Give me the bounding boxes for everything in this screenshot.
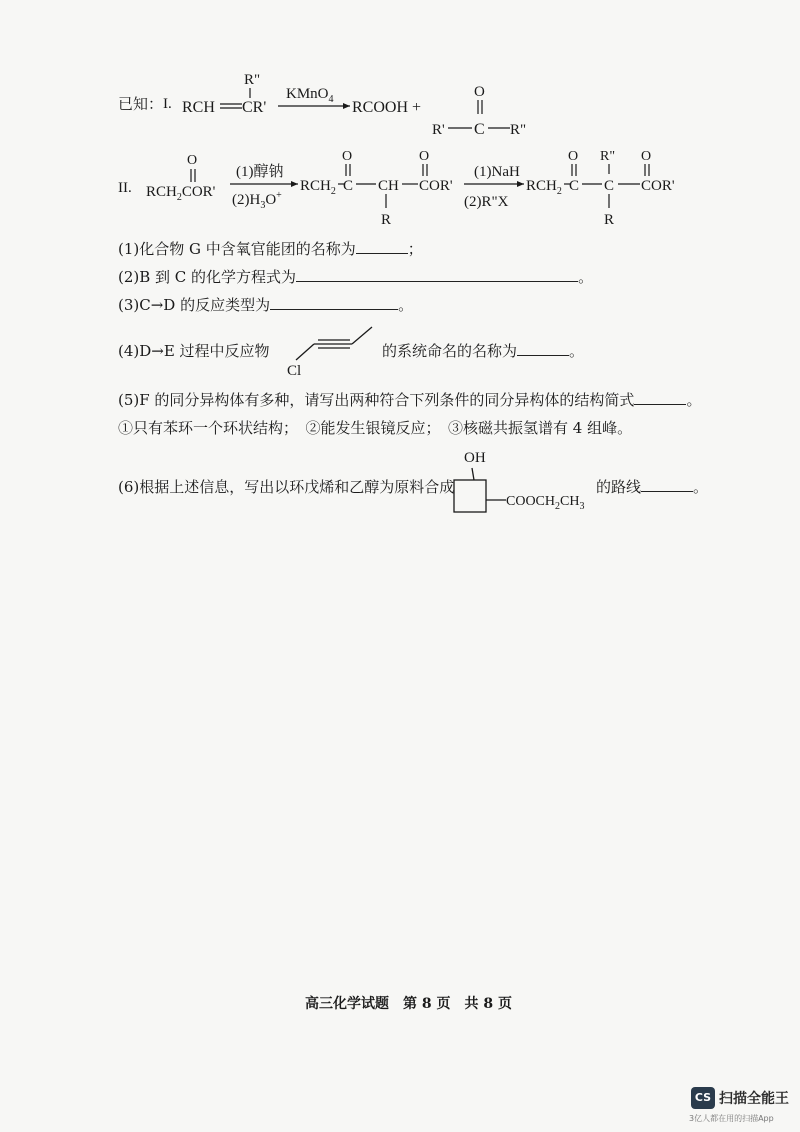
svg-text:O: O [342,149,353,164]
rxn1-r-top: R" [244,72,261,88]
rxn2-mid-r: R [381,212,392,228]
rxn2-mid-cor: COR' [419,178,453,194]
rxn2-mid-left: $RCH_2$ [300,178,336,197]
svg-text:O: O [419,149,430,164]
rxn2-step2-top: (1)NaH [474,164,520,180]
chloro-alkyne-structure [280,322,380,378]
rxn2-prod-left: $RCH_2$ [526,178,562,197]
answer-blank-6[interactable] [641,477,693,492]
rxn2-label: II. [118,180,132,196]
ester-label: $COOCH_2CH_3$ [506,494,585,512]
answer-blank-1[interactable] [356,239,408,254]
question-6-pre: (6)根据上述信息，写出以环戊烯和乙醇为原料合成 [118,478,455,496]
target-cyclobutane-structure [444,446,600,522]
rxn2-mid-c: C [343,178,354,194]
rxn2-prod-bottom: R [604,212,615,228]
camscanner-logo-icon: CS [691,1087,715,1109]
answer-blank-5[interactable] [634,390,686,405]
answer-blank-3[interactable] [270,295,398,310]
question-3: (3)C→D 的反应类型为 。 [118,296,414,314]
watermark-name: 扫描全能王 [719,1091,789,1107]
question-5: (5)F 的同分异构体有多种，请写出两种符合下列条件的同分异构体的结构简式 。 [118,391,702,409]
rxn1-product2-left: R' [432,122,445,138]
answer-blank-4[interactable] [517,341,569,356]
rxn2-mid-ch: CH [378,178,399,194]
svg-text:O: O [641,149,652,164]
question-1: (1)化合物 G 中含氧官能团的名称为 ； [118,240,423,258]
rxn2-prod-cor: COR' [641,178,675,194]
question-6-post: 的路线 。 [596,478,709,496]
cl-label: Cl [287,363,302,378]
known-lead: 已知： [118,95,164,113]
answer-blank-2[interactable] [296,267,578,282]
question-2: (2)B 到 C 的化学方程式为 。 [118,268,594,286]
question-5-conditions: ①只有苯环一个环状结构； ②能发生银镜反应； ③核磁共振氢谱有 4 组峰。 [118,419,633,437]
rxn2-prod-top: R" [600,149,616,164]
svg-text:O: O [568,149,579,164]
rxn2-reactant: $RCH_2COR'$ [146,184,216,203]
rxn2-prod-c: C [569,178,580,194]
watermark-tagline: 3亿人都在用的扫描App [689,1114,774,1123]
rxn2-step1-bottom: $(2)H_3O^+$ [232,190,282,211]
question-4-post: 的系统命名的名称为 。 [382,342,585,360]
svg-text:O: O [187,153,198,168]
reaction-1-diagram [160,60,540,140]
rxn1-reagent: KMnO$_4$ [286,86,334,105]
rxn2-step2-bottom: (2)R"X [464,194,509,210]
question-4-pre: (4)D→E 过程中反应物 [118,342,270,360]
rxn1-product2-c: C [474,121,485,138]
oh-label: OH [464,450,486,466]
rxn1-o: O [474,84,485,100]
rxn2-step1-top: (1)醇钠 [236,164,284,180]
rxn2-prod-center: C [604,178,615,194]
rxn1-product2-right: R" [510,122,527,138]
page-footer: 高三化学试题 第 8 页 共 8 页 [305,996,512,1012]
reaction-2-diagram [112,140,712,240]
rxn1-reactant: RCH [182,99,215,116]
rxn1-product1: RCOOH + [352,99,422,116]
rxn1-r-right: CR' [242,99,267,116]
rxn1-label: I. [163,96,172,112]
